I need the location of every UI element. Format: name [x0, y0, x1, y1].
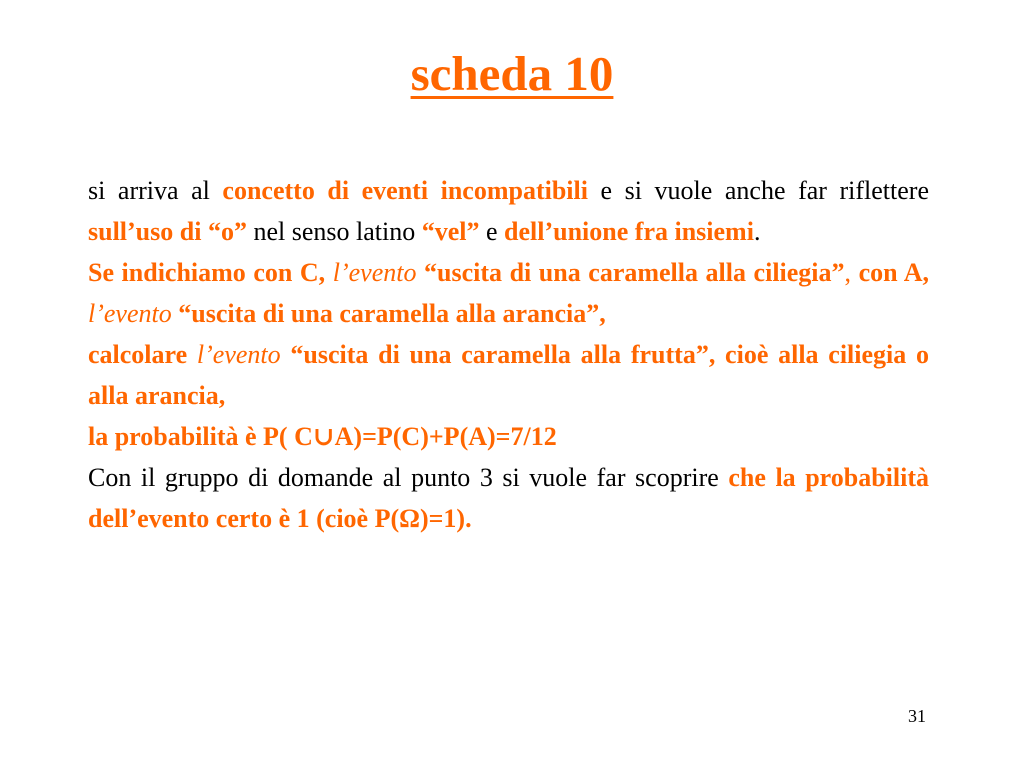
paragraph-probability-formula	[88, 416, 929, 457]
paragraph-event-definitions	[88, 252, 929, 334]
highlight-use-of-o: sull’uso di “o”	[88, 217, 247, 246]
paragraph-certain-event	[88, 457, 929, 539]
highlight-vel: “vel”	[421, 217, 480, 246]
highlight-incompatible-events: concetto di eventi incompatibili	[222, 176, 588, 205]
highlight-fruit-candy: “uscita di una caramella alla frutta”, cioè alla ciliegia o alla arancia,	[88, 340, 930, 410]
text-segment: ,	[844, 258, 859, 287]
highlight-segment: Se indichiamo con C,	[88, 258, 333, 287]
slide-title: scheda 10	[410, 46, 614, 101]
text-segment: si arriva al	[88, 176, 223, 205]
highlight-set-union: dell’unione fra insiemi	[504, 217, 754, 246]
slide-number: 31	[908, 706, 926, 726]
text-segment: .	[753, 217, 761, 246]
slide-body	[88, 170, 929, 539]
paragraph-incompatible-events	[88, 170, 929, 252]
paragraph-fruit-candy	[88, 334, 929, 416]
highlight-segment: calcolare	[88, 340, 197, 369]
highlight-cherry-candy: “uscita di una caramella alla ciliegia”	[416, 258, 845, 287]
text-segment: e si vuole anche far riflettere	[587, 176, 929, 205]
italic-event-word: l’evento	[196, 340, 281, 369]
italic-event-word: l’evento	[332, 258, 417, 287]
highlight-orange-candy: “uscita di una caramella alla arancia”,	[171, 299, 606, 328]
highlight-certain-event: che la probabilità dell’evento certo è 1 (cioè P(Ω)=1).	[88, 463, 929, 533]
text-segment: nel senso latino	[246, 217, 422, 246]
text-segment: e	[479, 217, 505, 246]
italic-event-word: l’evento	[88, 299, 172, 328]
probability-formula: la probabilità è P( C∪A)=P(C)+P(A)=7/12	[88, 422, 557, 451]
text-segment: Con il gruppo di domande al punto 3 si vuole far scoprire	[88, 463, 729, 492]
highlight-segment: con A,	[858, 258, 930, 287]
